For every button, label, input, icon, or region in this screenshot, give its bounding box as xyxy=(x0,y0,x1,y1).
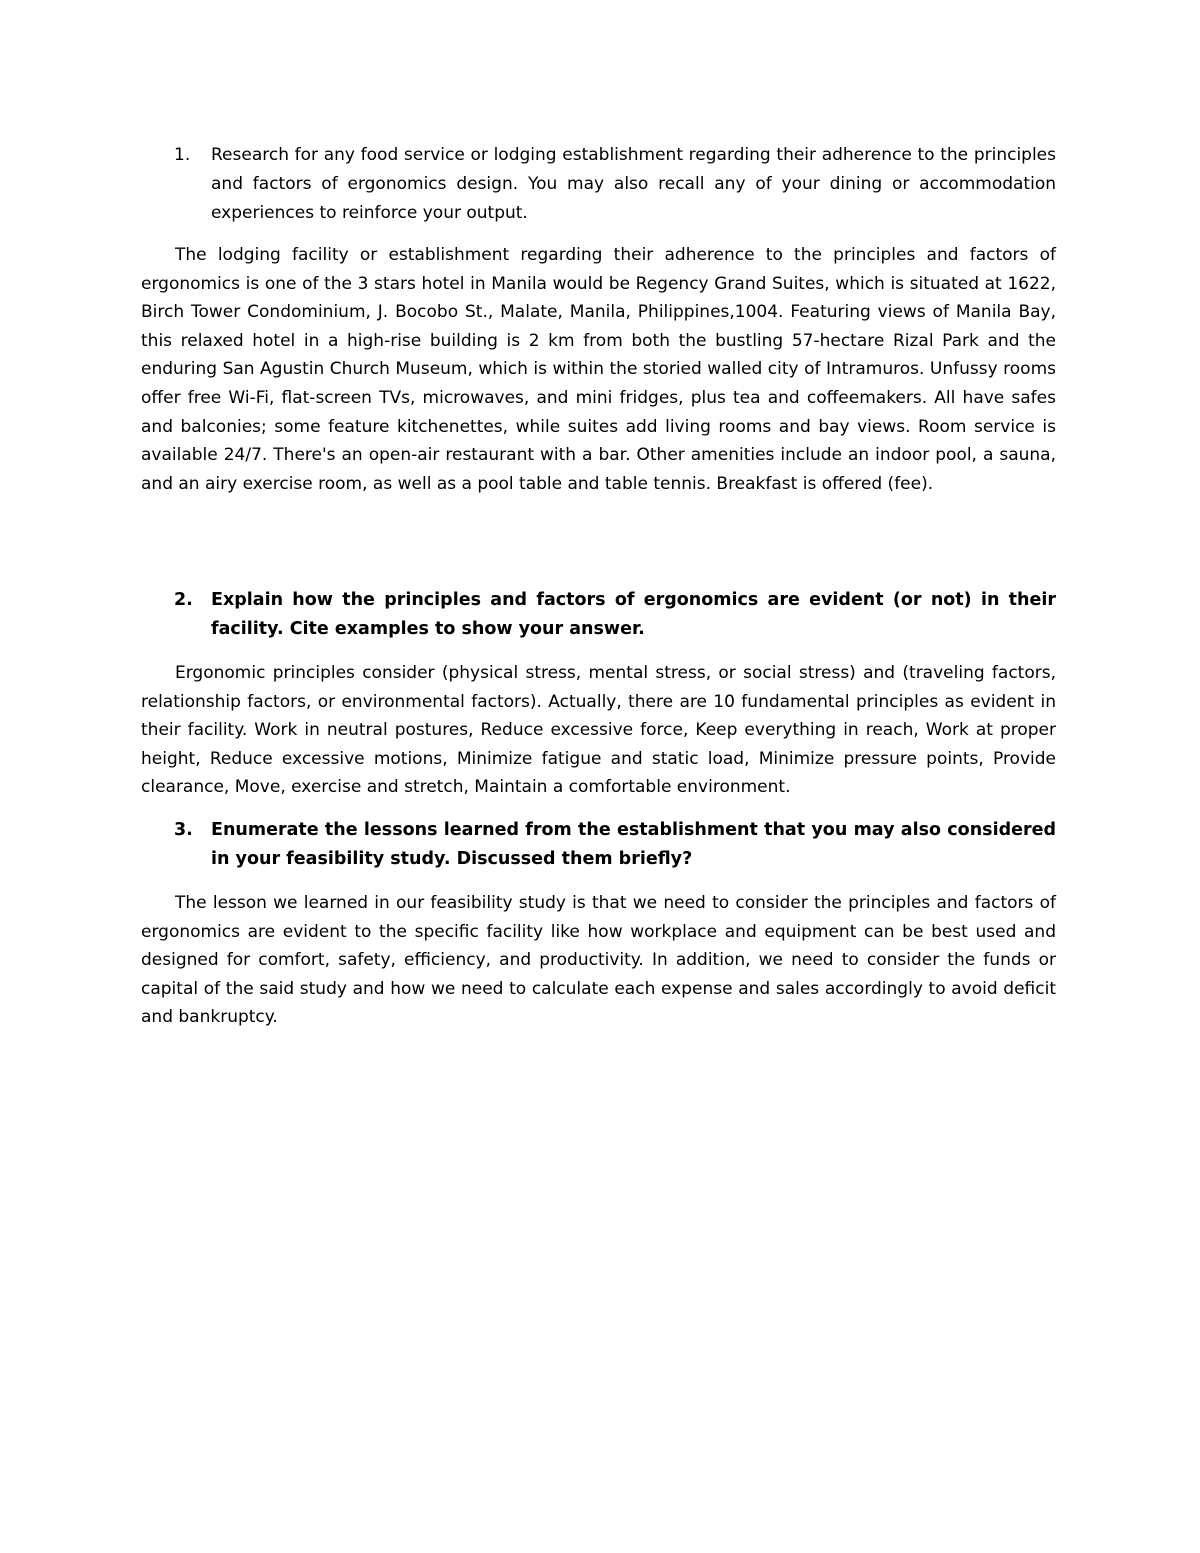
question-1-number: 1. xyxy=(174,145,191,165)
answer-2: Ergonomic principles consider (physical stress, mental stress, or social stress) and (traveling factors, relationship factors, or environmental factors). Actually, there are 10 fundamental principles as evident in their facility. Work in neutral postures, Reduce excessive force, Keep everything in reach, Work at proper height, Reduce excessive motions, Minimize fatigue and static load, Minimize pressure points, Provide clearance, Move, exercise and stretch, Maintain a comfortable environment. xyxy=(141,663,1056,798)
answer-3: The lesson we learned in our feasibility study is that we need to consider the principles and factors of ergonomics are evident to the specific facility like how workplace and equipment can be best used and designed for comfort, safety, efficiency, and productivity. In addition, we need to consider the funds or capital of the said study and how we need to calculate each expense and sales accordingly to avoid deficit and bankruptcy. xyxy=(141,893,1056,1028)
question-2 xyxy=(174,586,1056,644)
question-3-text: Enumerate the lessons learned from the establishment that you may also considered in your feasibility study. Discussed them briefly? xyxy=(211,820,1056,869)
question-3-number: 3. xyxy=(174,820,193,840)
answer-1: The lodging facility or establishment regarding their adherence to the principles and factors of ergonomics is one of the 3 stars hotel in Manila would be Regency Grand Suites, which is situated at 1622, Birch Tower Condominium, J. Bocobo St., Malate, Manila, Philippines,1004. Featuring views of Manila Bay, this relaxed hotel in a high-rise building is 2 km from both the bustling 57-hectare Rizal Park and the enduring San Agustin Church Museum, which is within the storied walled city of Intramuros. Unfussy rooms offer free Wi-Fi, flat-screen TVs, microwaves, and mini fridges, plus tea and coffeemakers. All have safes and balconies; some feature kitchenettes, while suites add living rooms and bay views. Room service is available 24/7. There's an open-air restaurant with a bar. Other amenities include an indoor pool, a sauna, and an airy exercise room, as well as a pool table and table tennis. Breakfast is offered (fee). xyxy=(141,245,1056,494)
question-2-number: 2. xyxy=(174,590,193,610)
question-3 xyxy=(174,816,1056,874)
question-2-text: Explain how the principles and factors of ergonomics are evident (or not) in their facility. Cite examples to show your answer. xyxy=(211,590,1056,639)
question-1 xyxy=(174,141,1056,227)
question-1-text: Research for any food service or lodging establishment regarding their adherence to the principles and factors of ergonomics design. You may also recall any of your dining or accommodation experiences to reinforce your output. xyxy=(211,145,1056,223)
